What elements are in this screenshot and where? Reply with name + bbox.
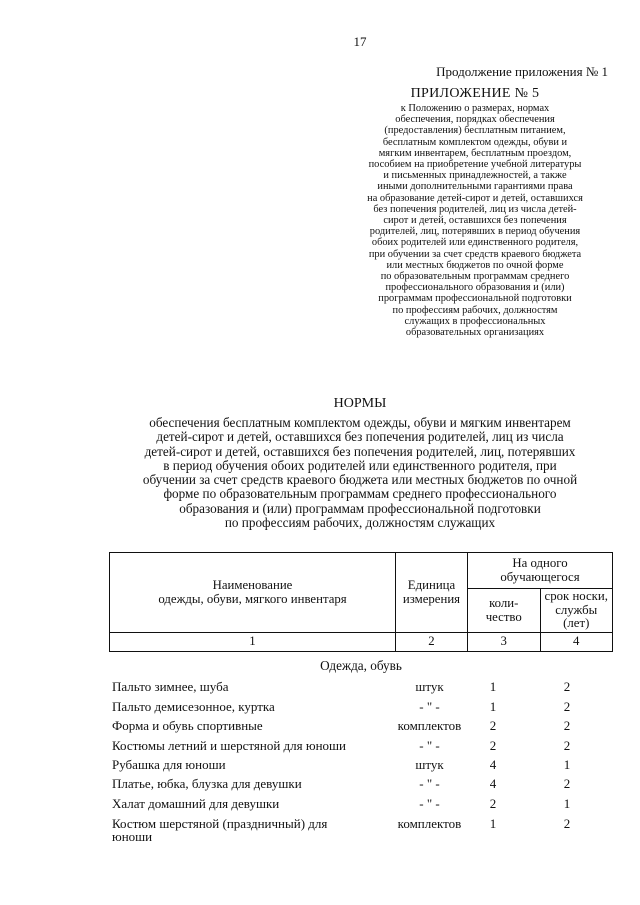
header-unit-line2: измерения <box>402 591 461 606</box>
header-term-cell <box>540 589 613 633</box>
row-qty: 2 <box>489 718 497 733</box>
row-name: Пальто демисезонное, куртка <box>112 699 275 714</box>
column-number-2: 2 <box>396 633 468 652</box>
row-term: 2 <box>563 679 571 694</box>
row-unit: - " - <box>419 738 440 753</box>
row-name: Халат домашний для девушки <box>112 796 280 811</box>
row-name: Форма и обувь спортивные <box>112 718 263 733</box>
appendix-reference-text: к Положению о размерах, нормах обеспечения, порядках обеспечения (предоставления) бесплатным питанием, бесплатным комплектом одежды, обуви и мягким инвентарем, бесплатным проездом, пособием на приобретение учебной литературы и письменных принадлежностей, а также иными дополнительными гарантиями права на образование детей-сирот и детей, оставшихся без попечения родителей, лиц из числа детей- сирот и детей, оставшихся без попечения родителей, лиц, потерявших в период обучения обоих родителей или единственного родителя, при обучении за счет средств краевого бюджета или местных бюджетов по очной форме по образовательным программам среднего профессионального образования и (или) программам профессиональной подготовки по профессиям рабочих, должностям служащих в профессиональных образовательных организациях <box>367 103 583 339</box>
column-number-1: 1 <box>110 633 396 652</box>
row-term: 2 <box>563 718 571 733</box>
header-per-student-cell <box>468 553 613 589</box>
row-qty: 4 <box>489 757 497 772</box>
column-number-3: 3 <box>468 633 541 652</box>
continuation-label: Продолжение приложения № 1 <box>436 64 608 79</box>
row-term: 1 <box>563 796 571 811</box>
row-term: 2 <box>563 816 571 831</box>
row-name: Костюмы летний и шерстяной для юноши <box>112 738 346 753</box>
header-unit-cell <box>396 553 468 633</box>
row-name-line2: юноши <box>112 829 153 844</box>
row-unit: - " - <box>419 699 440 714</box>
row-term: 2 <box>563 738 571 753</box>
row-unit: - " - <box>419 776 440 791</box>
row-name: Рубашка для юноши <box>112 757 226 772</box>
row-unit: - " - <box>419 796 440 811</box>
norms-table-header <box>109 552 613 652</box>
row-name: Платье, юбка, блузка для девушки <box>112 776 302 791</box>
row-term: 2 <box>563 699 571 714</box>
row-unit: комплектов <box>397 718 462 733</box>
row-name-line1: Костюм шерстяной (праздничный) для <box>112 816 328 831</box>
page-number: 17 <box>353 34 367 49</box>
header-name-cell <box>110 553 396 633</box>
row-unit: комплектов <box>397 816 462 831</box>
row-unit: штук <box>415 679 444 694</box>
header-name-line2: одежды, обуви, мягкого инвентаря <box>158 591 347 606</box>
row-qty: 1 <box>489 699 497 714</box>
header-term-line1: срок носки, <box>544 589 608 604</box>
norms-title: НОРМЫ <box>333 396 387 411</box>
row-name <box>112 817 392 843</box>
header-qty-cell <box>468 589 541 633</box>
row-unit: штук <box>415 757 444 772</box>
norms-subtitle: обеспечения бесплатным комплектом одежды, обуви и мягким инвентарем детей-сирот и детей, оставшихся без попечения родителей, лиц из числа детей-сирот и детей, оставшихся без попечения родителей, лиц, потерявших в период обучения обоих родителей или единственного родителя, при обучении за счет средств краевого бюджета или местных бюджетов по очной форме по образовательным программам среднего профессионального образования и (или) программам профессиональной подготовки по профессиям рабочих, должностям служащих <box>142 415 578 531</box>
header-term-line2: службы <box>555 602 598 617</box>
column-number-4: 4 <box>540 633 613 652</box>
row-name: Пальто зимнее, шуба <box>112 679 229 694</box>
header-per-student-line1: На одного <box>512 556 568 570</box>
appendix-title: ПРИЛОЖЕНИЕ № 5 <box>410 86 540 101</box>
header-name-line1: Наименование <box>212 578 293 592</box>
row-qty: 1 <box>489 816 497 831</box>
row-qty: 1 <box>489 679 497 694</box>
row-qty: 2 <box>489 796 497 811</box>
row-term: 2 <box>563 776 571 791</box>
header-qty-line1: коли- <box>489 596 519 610</box>
header-unit-line1: Единица <box>407 578 456 592</box>
row-term: 1 <box>563 757 571 772</box>
row-qty: 2 <box>489 738 497 753</box>
group-title: Одежда, обувь <box>320 658 402 673</box>
header-qty-line2: чество <box>485 609 522 624</box>
header-per-student-line2: обучающегося <box>500 569 580 584</box>
row-qty: 4 <box>489 776 497 791</box>
header-term-line3: (лет) <box>563 616 590 631</box>
